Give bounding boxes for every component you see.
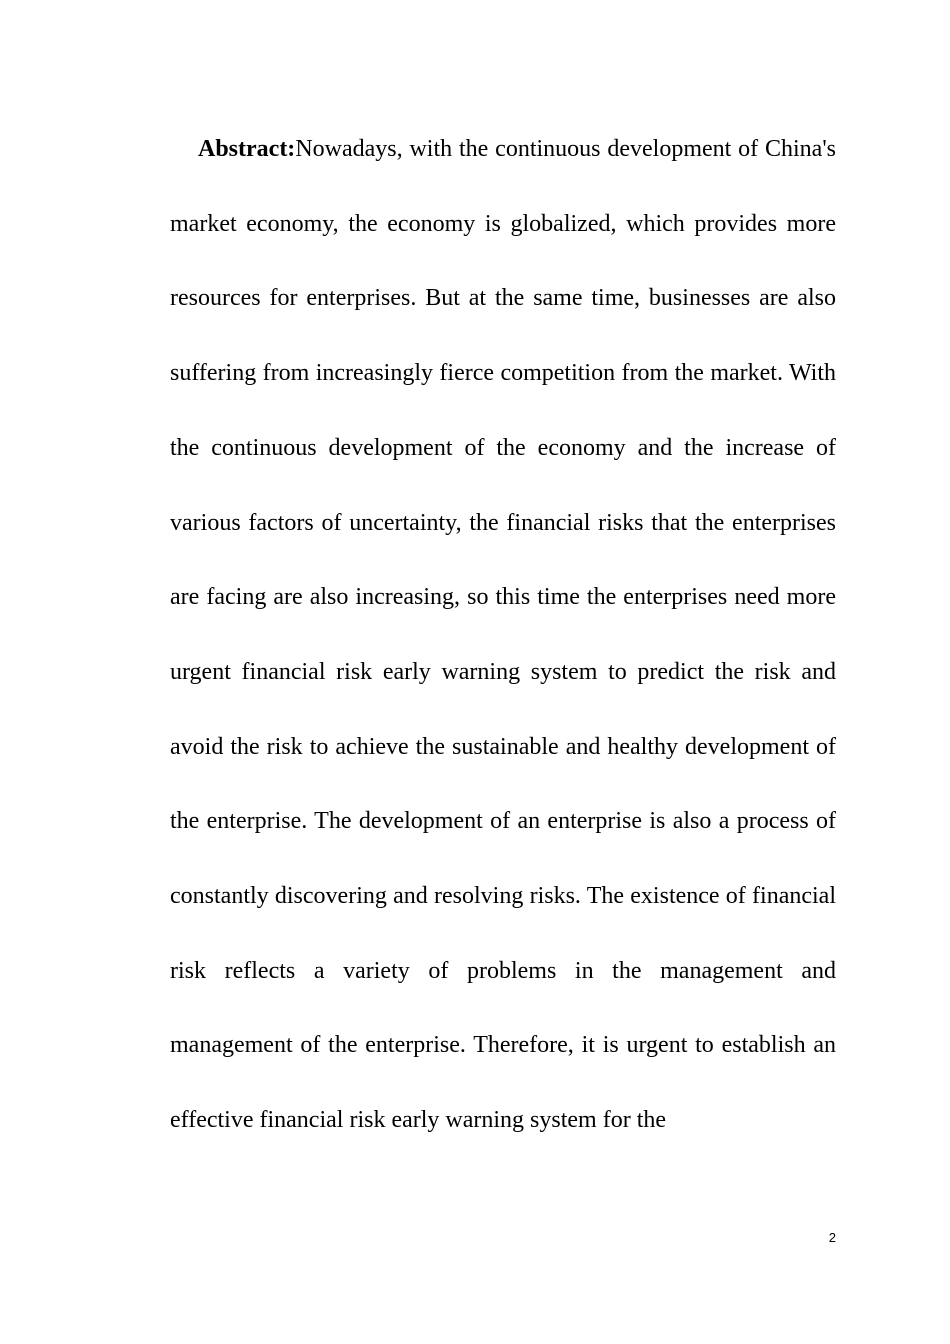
abstract-label: Abstract: bbox=[198, 136, 296, 162]
page-number: 2 bbox=[828, 1230, 836, 1245]
abstract-paragraph bbox=[170, 112, 836, 1158]
abstract-body-text: Nowadays, with the continuous development of China's market economy, the economy is globalized, which provides more resources for enterprises. But at the same time, businesses are also suffering from increasingly fierce competition from the market. With the continuous development of the economy and the increase of various factors of uncertainty, the financial risks that the enterprises are facing are also increasing, so this time the enterprises need more urgent financial risk early warning system to predict the risk and avoid the risk to achieve the sustainable and healthy development of the enterprise. The development of an enterprise is also a process of constantly discovering and resolving risks. The existence of financial risk reflects a variety of problems in the management and management of the enterprise. Therefore, it is urgent to establish an effective financial risk early warning system for the bbox=[170, 136, 836, 1134]
